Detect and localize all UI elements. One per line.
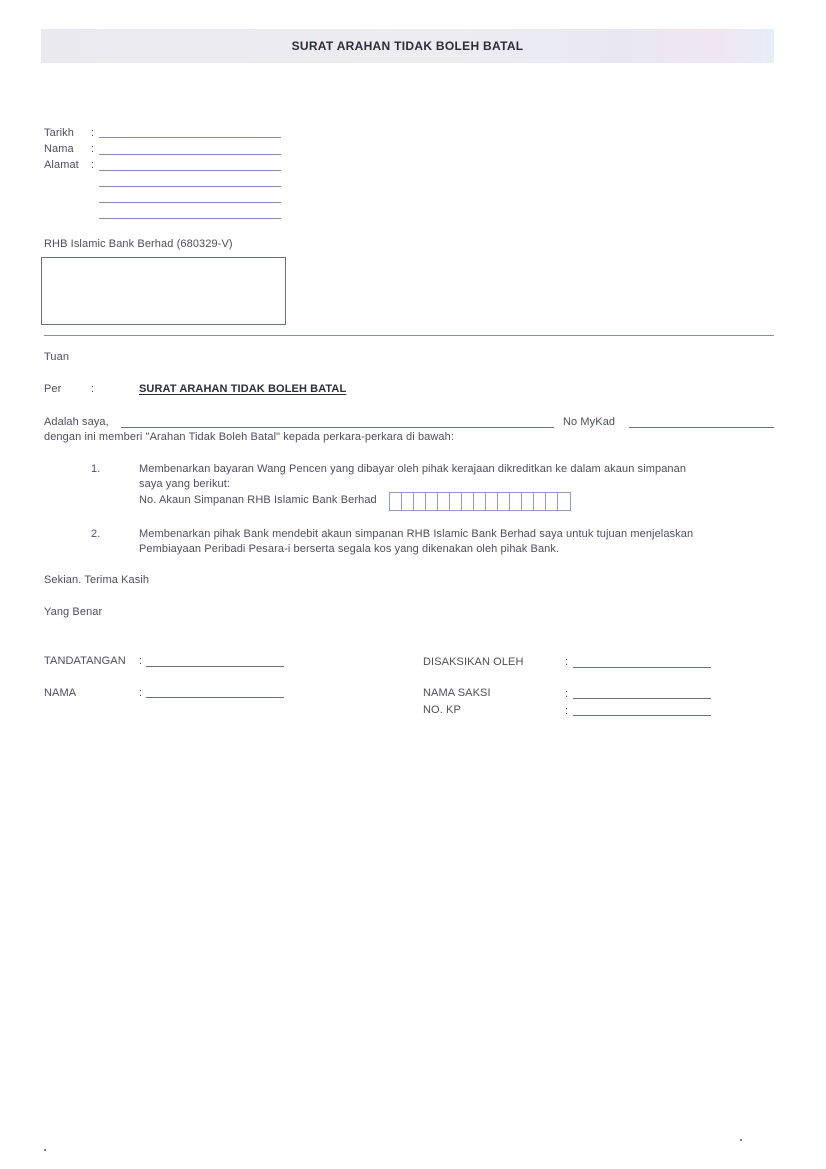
per-label: Per xyxy=(44,383,62,395)
alamat-colon: : xyxy=(91,159,95,171)
account-digit-box[interactable] xyxy=(558,493,570,510)
item-1-number: 1. xyxy=(91,463,101,475)
nama-field[interactable] xyxy=(99,154,281,155)
account-digit-box[interactable] xyxy=(414,493,426,510)
item-2-line-2: Pembiayaan Peribadi Pesara-i berserta segala kos yang dikenakan oleh pihak Bank. xyxy=(139,543,560,555)
alamat-field-line-1[interactable] xyxy=(99,170,281,171)
tarikh-field[interactable] xyxy=(99,137,281,138)
no-kp-label: NO. KP xyxy=(423,704,461,716)
tandatangan-label: TANDATANGAN xyxy=(44,655,126,667)
nama-saksi-label: NAMA SAKSI xyxy=(423,687,491,699)
disaksikan-field[interactable] xyxy=(573,667,711,668)
salutation: Tuan xyxy=(44,351,70,363)
no-mykad-label: No MyKad xyxy=(563,416,616,428)
account-digit-box[interactable] xyxy=(438,493,450,510)
item-2-line-1: Membenarkan pihak Bank mendebit akaun simpanan RHB Islamic Bank Berhad saya untuk tujuan menjelaskan xyxy=(139,528,694,540)
account-number-label: No. Akaun Simpanan RHB Islamic Bank Berhad xyxy=(139,494,377,506)
account-digit-box[interactable] xyxy=(474,493,486,510)
nama-saksi-colon: : xyxy=(565,688,569,700)
disaksikan-colon: : xyxy=(565,656,569,668)
account-digit-box[interactable] xyxy=(462,493,474,510)
no-kp-colon: : xyxy=(565,705,569,717)
account-digit-box[interactable] xyxy=(402,493,414,510)
account-digit-box[interactable] xyxy=(510,493,522,510)
alamat-field-line-4[interactable] xyxy=(99,218,281,219)
account-number-boxes[interactable] xyxy=(389,492,571,511)
tarikh-label: Tarikh xyxy=(44,127,74,139)
nama-saksi-field[interactable] xyxy=(573,698,711,699)
intro-text: dengan ini memberi "Arahan Tidak Boleh Batal" kepada perkara-perkara di bawah: xyxy=(44,431,455,443)
disaksikan-label: DISAKSIKAN OLEH xyxy=(423,656,524,668)
tandatangan-field[interactable] xyxy=(146,666,284,667)
mykad-field[interactable] xyxy=(629,427,774,428)
scan-speck xyxy=(740,1139,742,1141)
item-1-line-2: saya yang berikut: xyxy=(139,478,231,490)
item-2-number: 2. xyxy=(91,528,101,540)
letter-subject: SURAT ARAHAN TIDAK BOLEH BATAL xyxy=(139,383,347,395)
nama-penuh-field[interactable] xyxy=(121,427,554,428)
nama-label: Nama xyxy=(44,143,74,155)
account-digit-box[interactable] xyxy=(486,493,498,510)
nama-sign-colon: : xyxy=(139,687,143,699)
account-digit-box[interactable] xyxy=(546,493,558,510)
scan-speck xyxy=(44,1149,46,1151)
alamat-label: Alamat xyxy=(44,159,79,171)
tarikh-colon: : xyxy=(91,127,95,139)
account-digit-box[interactable] xyxy=(390,493,402,510)
per-colon: : xyxy=(91,383,95,395)
nama-sign-label: NAMA xyxy=(44,687,77,699)
alamat-field-line-3[interactable] xyxy=(99,202,281,203)
form-title: SURAT ARAHAN TIDAK BOLEH BATAL xyxy=(291,39,524,53)
account-digit-box[interactable] xyxy=(426,493,438,510)
nama-sign-field[interactable] xyxy=(146,697,284,698)
account-digit-box[interactable] xyxy=(534,493,546,510)
account-digit-box[interactable] xyxy=(450,493,462,510)
sign-off-text: Yang Benar xyxy=(44,606,103,618)
tandatangan-colon: : xyxy=(139,655,143,667)
item-1-line-1: Membenarkan bayaran Wang Pencen yang dibayar oleh pihak kerajaan dikreditkan ke dalam akaun simpanan xyxy=(139,463,687,475)
section-divider xyxy=(44,335,774,336)
no-kp-field[interactable] xyxy=(573,715,711,716)
bank-address-box[interactable] xyxy=(41,257,286,325)
account-digit-box[interactable] xyxy=(522,493,534,510)
alamat-field-line-2[interactable] xyxy=(99,186,281,187)
nama-colon: : xyxy=(91,143,95,155)
account-digit-box[interactable] xyxy=(498,493,510,510)
closing-text: Sekian. Terima Kasih xyxy=(44,574,150,586)
adalah-saya-label: Adalah saya, xyxy=(44,416,109,428)
bank-name: RHB Islamic Bank Berhad (680329-V) xyxy=(44,238,233,250)
